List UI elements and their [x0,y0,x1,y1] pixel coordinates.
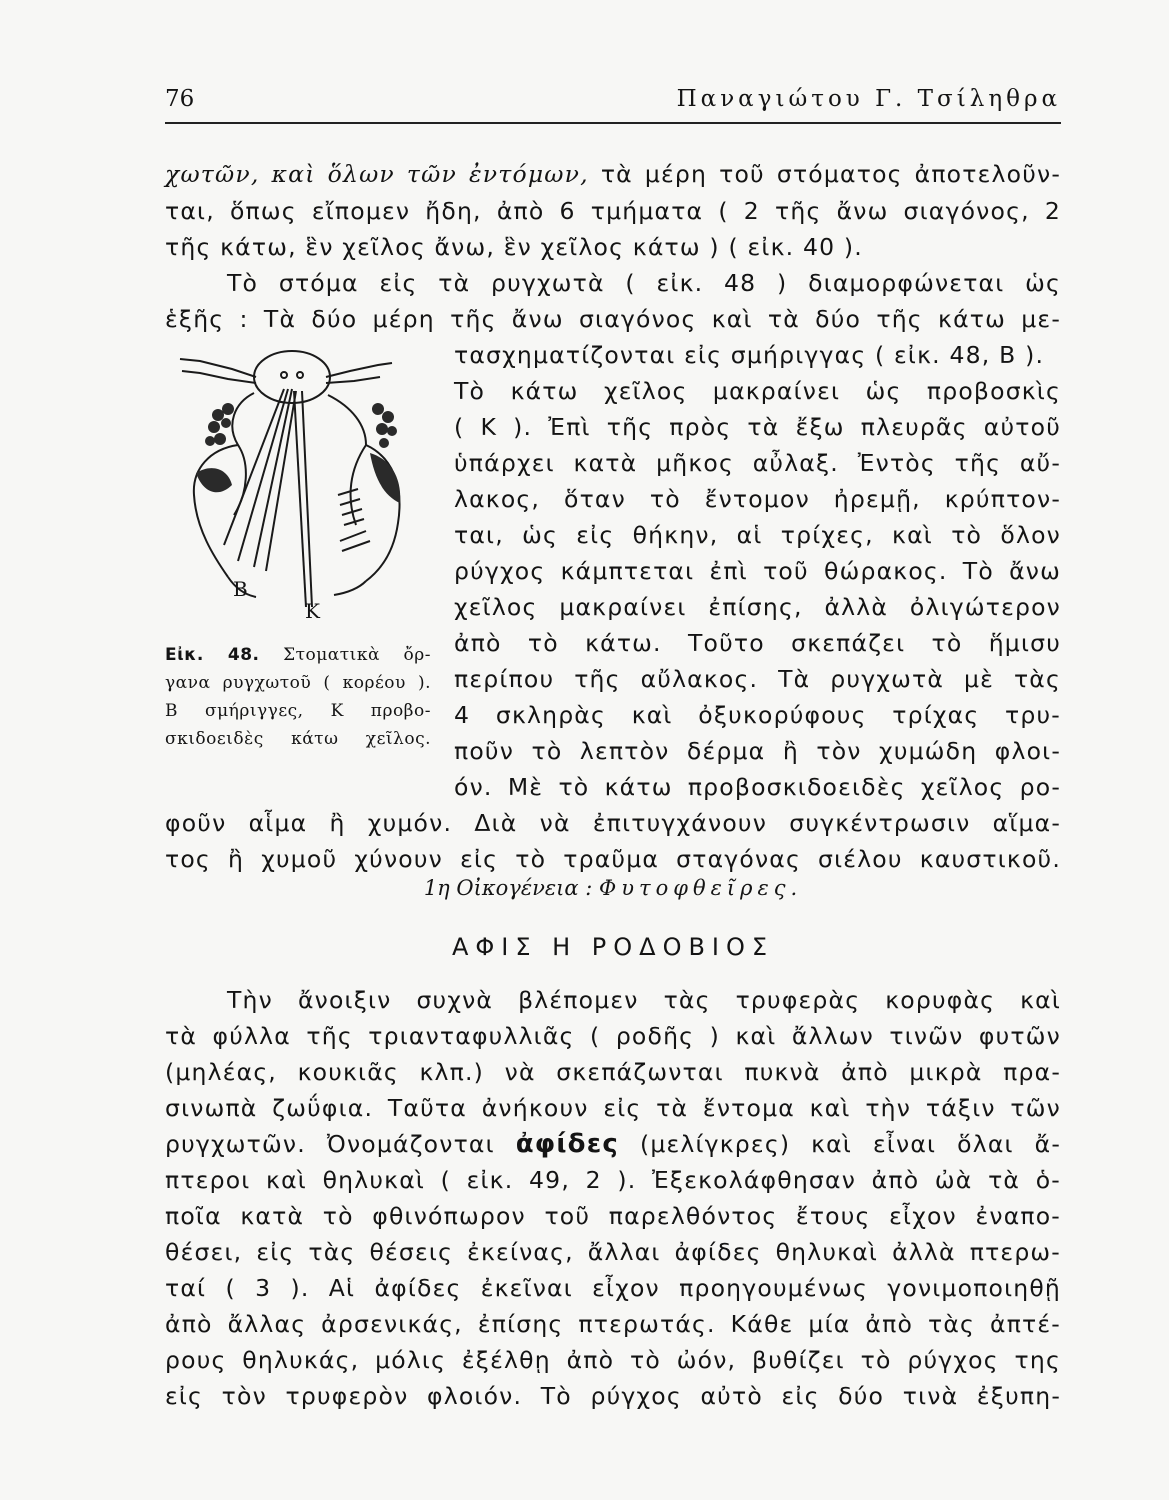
text-line: ται, ὡς εἰς θήκην, αἱ τρίχες, καὶ τὸ ὅλον [454,521,1061,549]
text-line: φοῦν αἷμα ἢ χυμόν. Διὰ νὰ ἐπιτυγχάνουν συγκέντρωσιν αἵμα- [165,809,1061,837]
text-line: ἀπὸ τὸ κάτω. Τοῦτο σκεπάζει τὸ ἥμισυ [454,629,1061,657]
text-line: ( Κ ). Ἐπὶ τῆς πρὸς τὰ ἔξω πλευρᾶς αὐτοῦ [454,413,1061,441]
text-line: ρους θηλυκάς, μόλις ἐξέλθῃ ἀπὸ τὸ ὠόν, βυθίζει τὸ ρύγχος της [165,1346,1061,1374]
figure-caption-line: γανα ρυγχωτοῦ ( κορέου ). [165,673,431,693]
text-line: λακος, ὅταν τὸ ἔντομον ἠρεμῇ, κρύπτον- [454,485,1061,513]
text-line: ὑπάρχει κατὰ μῆκος αὖλαξ. Ἐντὸς τῆς αὔ- [454,449,1061,477]
text-line: τασχηματίζονται εἰς σμήριγγας ( εἰκ. 48, Β ). [454,341,1045,369]
line-text: (μελίγκρες) καὶ εἶναι ὅλαι ἄ- [619,1130,1061,1158]
figure-caption-line [165,642,431,668]
text-line: (μηλέας, κουκιᾶς κλπ.) νὰ σκεπάζωνται πυκνὰ ἀπὸ μικρὰ πρα- [165,1058,1061,1086]
caption-text: Στοματικὰ ὄρ- [259,645,431,665]
mouthparts-illustration [170,345,438,635]
text-line: ἀπὸ ἄλλας ἀρσενικάς, ἐπίσης πτερωτάς. Κάθε μία ἀπὸ τὰς ἀπτέ- [165,1310,1061,1338]
caption-prefix: Εἰκ. 48. [165,645,260,665]
figure-caption-line: σκιδοειδὲς κάτω χεῖλος. [165,729,431,749]
text-line [165,160,1061,188]
text-line [165,1130,1061,1158]
figure-label-k: K [305,599,320,623]
figure-48 [170,345,438,635]
text-line: περίπου τῆς αὔλακος. Τὰ ρυγχωτὰ μὲ τὰς [454,665,1061,693]
text-line: Τὴν ἄνοιξιν συχνὰ βλέπομεν τὰς τρυφερὰς κορυφὰς καὶ [227,986,1061,1014]
text-line: ρύγχος κάμπτεται ἐπὶ τοῦ θώρακος. Τὸ ἄνω [454,557,1061,585]
italic-phrase: χωτῶν, καὶ ὅλων τῶν ἐντόμων, [165,160,589,188]
header-rule [165,122,1061,124]
text-line: ποῦν τὸ λεπτὸν δέρμα ἢ τὸν χυμώδη φλοι- [454,737,1061,765]
text-line: Τὸ κάτω χεῖλος μακραίνει ὡς προβοσκὶς [454,377,1061,405]
text-line: τος ἢ χυμοῦ χύνουν εἰς τὸ τραῦμα σταγόνας σιέλου καυστικοῦ. [165,845,1061,873]
text-line: ἑξῆς : Τὰ δύο μέρη τῆς ἄνω σιαγόνος καὶ τὰ δύο τῆς κάτω με- [165,305,1061,333]
figure-label-b: B [233,577,248,601]
text-line: Τὸ στόμα εἰς τὰ ρυγχωτὰ ( εἰκ. 48 ) διαμορφώνεται ὡς [227,269,1061,297]
figure-caption-line: Β σμήριγγες, Κ προβο- [165,701,431,721]
family-name: Φυτοφθεῖρες. [599,876,803,900]
line-text: τὰ μέρη τοῦ στόματος ἀποτελοῦν- [588,160,1061,188]
text-line: ποῖα κατὰ τὸ φθινόπωρον τοῦ παρελθόντος ἔτους εἶχον ἐναπο- [165,1202,1061,1230]
line-text: ρυγχωτῶν. Ὀνομάζονται [165,1130,516,1158]
page-number: 76 [165,86,195,112]
running-title: Παναγιώτου Γ. Τσίληθρα [676,86,1061,112]
text-line: εἰς τὸν τρυφερὸν φλοιόν. Τὸ ρύγχος αὐτὸ εἰς δύο τινὰ ἐξυπη- [165,1382,1061,1410]
text-line: τῆς κάτω, ἓν χεῖλος ἄνω, ἓν χεῖλος κάτω ) ( εἰκ. 40 ). [165,233,863,261]
text-line: ταί ( 3 ). Αἱ ἀφίδες ἐκεῖναι εἶχον προηγουμένως γονιμοποιηθῇ [165,1274,1061,1302]
text-line: πτεροι καὶ θηλυκαὶ ( εἰκ. 49, 2 ). Ἐξεκολάφθησαν ἀπὸ ὠὰ τὰ ὁ- [165,1166,1061,1194]
text-line: ται, ὅπως εἴπομεν ἤδη, ἀπὸ 6 τμήματα ( 2 τῆς ἄνω σιαγόνος, 2 [165,197,1061,225]
text-line: σινωπὰ ζωΰφια. Ταῦτα ἀνήκουν εἰς τὰ ἔντομα καὶ τὴν τάξιν τῶν [165,1094,1061,1122]
text-line: όν. Μὲ τὸ κάτω προβοσκιδοειδὲς χεῖλος ρο- [454,773,1061,801]
family-heading [165,876,1061,900]
text-line: 4 σκληρὰς καὶ ὀξυκορύφους τρίχας τρυ- [454,701,1061,729]
section-title: ΑΦΙΣ Η ΡΟΔΟΒΙΟΣ [451,933,775,961]
text-line: τὰ φύλλα τῆς τριανταφυλλιᾶς ( ροδῆς ) καὶ ἄλλων τινῶν φυτῶν [165,1022,1061,1050]
family-prefix: 1η Οἰκογένεια : [423,876,593,900]
bold-term: ἀφίδες [515,1129,620,1159]
text-line: χεῖλος μακραίνει ἐπίσης, ἀλλὰ ὀλιγώτερον [454,593,1061,621]
text-line: θέσει, εἰς τὰς θέσεις ἐκείνας, ἄλλαι ἀφίδες θηλυκαὶ ἀλλὰ πτερω- [165,1238,1061,1266]
